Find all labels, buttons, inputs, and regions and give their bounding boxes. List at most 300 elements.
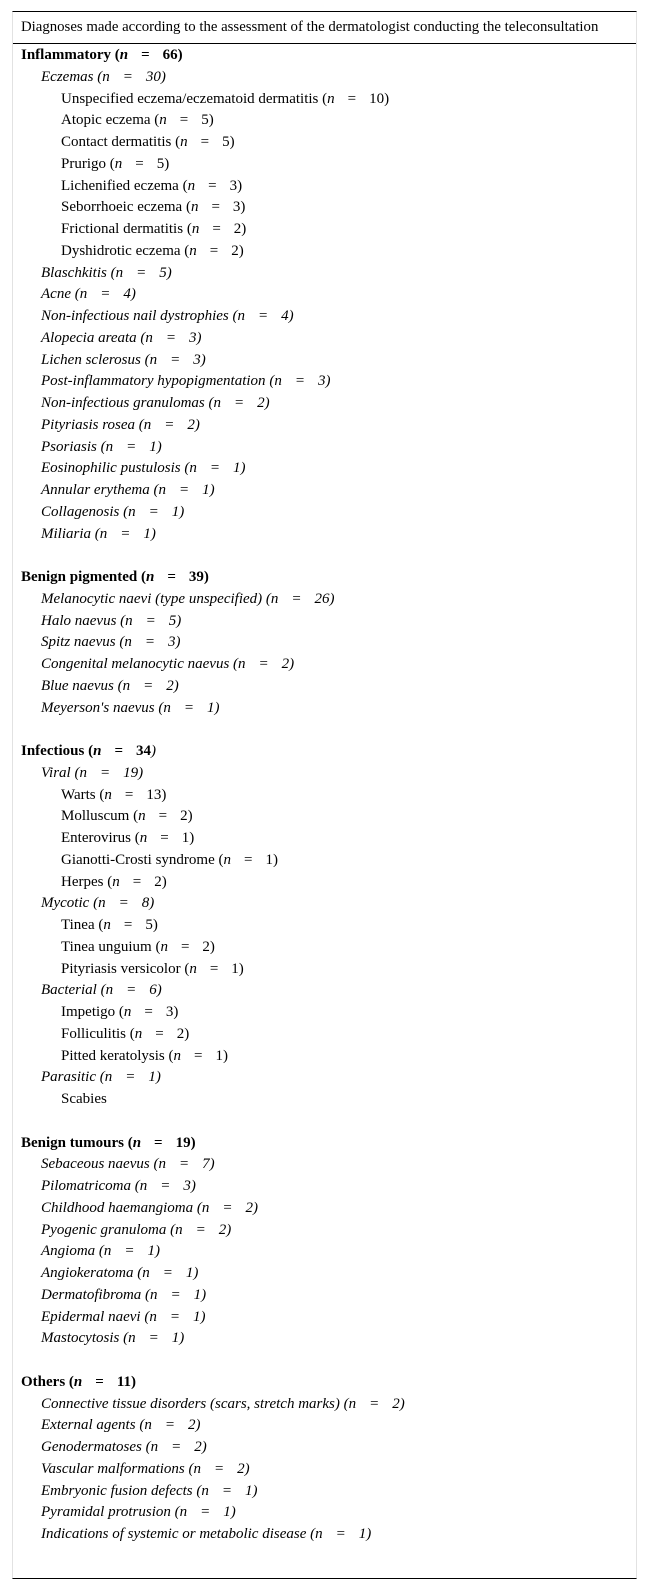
row-label: Herpes xyxy=(61,873,104,890)
n-symbol: n xyxy=(274,373,282,390)
n-symbol: n xyxy=(119,47,129,63)
category-row: Benign tumours (n = 19) xyxy=(13,1133,636,1155)
row-count: 2 xyxy=(233,221,242,237)
diagnosis-row: Dyshidrotic eczema (n = 2) xyxy=(13,241,636,263)
row-count: 66 xyxy=(162,47,178,63)
row-count: 2 xyxy=(187,1417,196,1434)
row-label: Annular erythema xyxy=(41,482,150,498)
row-label: Gianotti-Crosti syndrome xyxy=(61,851,215,868)
row-count: 13 xyxy=(146,786,162,803)
subcategory-row: Connective tissue disorders (scars, stretch marks) (n = 2) xyxy=(13,1394,636,1416)
row-label: Prurigo xyxy=(61,155,106,172)
n-symbol: n xyxy=(144,1417,152,1434)
n-symbol: n xyxy=(112,873,120,890)
n-symbol: n xyxy=(115,264,124,281)
close-paren: ) xyxy=(203,569,209,585)
row-count: 1 xyxy=(181,830,190,846)
equals-sign: = xyxy=(170,1286,181,1303)
equals-sign: = xyxy=(135,155,144,172)
n-symbol: n xyxy=(163,699,171,716)
row-count: 4 xyxy=(281,308,289,324)
subcategory-row: Pyogenic granuloma (n = 2) xyxy=(13,1220,636,1242)
close-paren: ) xyxy=(131,1373,137,1390)
equals-sign: = xyxy=(118,895,129,912)
row-count: 1 xyxy=(223,1504,231,1521)
row-label: Epidermal naevi xyxy=(41,1308,141,1325)
row-count: 3 xyxy=(167,634,176,651)
row-label: Acne xyxy=(41,286,71,303)
close-paren: ) xyxy=(384,90,390,107)
close-paren: ) xyxy=(288,308,294,324)
n-symbol: n xyxy=(315,1526,323,1542)
row-count: 2 xyxy=(245,1199,253,1216)
row-count: 5 xyxy=(222,134,230,150)
row-label: Psoriasis xyxy=(41,438,97,455)
diagnosis-row: Unspecified eczema/eczematoid dermatitis (n = 10) xyxy=(13,89,636,111)
equals-sign: = xyxy=(125,1069,136,1086)
row-count: 1 xyxy=(171,503,180,520)
row-count: 26 xyxy=(314,590,330,607)
equals-sign: = xyxy=(294,373,305,390)
close-paren: ) xyxy=(209,938,215,955)
equals-sign: = xyxy=(200,1504,211,1521)
row-count: 2 xyxy=(166,677,174,694)
row-label: Bacterial xyxy=(41,982,97,999)
row-label: Indications of systemic or metabolic disease xyxy=(41,1526,307,1542)
close-paren: ) xyxy=(155,1069,161,1086)
close-paren: ) xyxy=(156,982,162,999)
n-symbol: n xyxy=(270,590,279,607)
n-symbol: n xyxy=(158,482,166,498)
close-paren: ) xyxy=(201,1286,207,1303)
n-symbol: n xyxy=(189,242,197,259)
row-count: 1 xyxy=(193,1286,202,1303)
n-symbol: n xyxy=(201,1199,210,1216)
row-count: 1 xyxy=(232,460,241,477)
equals-sign: = xyxy=(209,960,219,977)
close-paren: ) xyxy=(187,808,193,825)
close-paren: ) xyxy=(230,1504,236,1521)
diagnosis-row: Contact dermatitis (n = 5) xyxy=(13,132,636,154)
subcategory-row: Melanocytic naevi (type unspecified) (n = 26) xyxy=(13,589,636,611)
n-symbol: n xyxy=(348,1395,357,1412)
row-label: Mycotic xyxy=(41,895,90,912)
equals-sign: = xyxy=(171,1439,182,1455)
diagnosis-row: Seborrhoeic eczema (n = 3) xyxy=(13,197,636,219)
equals-sign: = xyxy=(180,938,190,955)
close-paren: ) xyxy=(160,68,166,85)
subcategory-row: Mastocytosis (n = 1) xyxy=(13,1328,636,1350)
diagnosis-row: Pitted keratolysis (n = 1) xyxy=(13,1046,636,1068)
equals-sign: = xyxy=(169,1308,180,1325)
equals-sign: = xyxy=(154,1134,163,1151)
n-symbol: n xyxy=(213,395,221,411)
n-symbol: n xyxy=(125,612,133,629)
diagnosis-row: Molluscum (n = 2) xyxy=(13,806,636,828)
close-paren: ) xyxy=(209,1156,215,1173)
n-symbol: n xyxy=(105,982,114,999)
equals-sign: = xyxy=(335,1526,346,1542)
close-paren: ) xyxy=(241,221,247,237)
subcategory-row: Annular erythema (n = 1) xyxy=(13,480,636,502)
n-symbol: n xyxy=(160,938,168,955)
row-count: 3 xyxy=(189,329,197,346)
row-count: 1 xyxy=(171,1330,180,1347)
row-label: Embryonic fusion defects xyxy=(41,1482,193,1499)
row-label: Inflammatory xyxy=(21,47,111,63)
equals-sign: = xyxy=(221,1482,233,1499)
row-label: Parasitic xyxy=(41,1069,96,1086)
close-paren: ) xyxy=(252,1482,258,1499)
row-label: Pyogenic granuloma xyxy=(41,1221,167,1238)
close-paren: ) xyxy=(399,1395,405,1412)
subcategory-row: Halo naevus (n = 5) xyxy=(13,611,636,633)
row-label: Lichen sclerosus xyxy=(41,351,141,368)
n-symbol: n xyxy=(79,286,88,303)
n-symbol: n xyxy=(149,1308,157,1325)
diagnosis-row xyxy=(13,1089,636,1111)
n-symbol: n xyxy=(128,1330,136,1347)
close-paren: ) xyxy=(229,134,235,150)
close-paren: ) xyxy=(264,395,270,411)
row-count: 6 xyxy=(149,982,157,999)
equals-sign: = xyxy=(212,221,221,237)
row-count: 2 xyxy=(187,416,195,433)
subcategory-row: Spitz naevus (n = 3) xyxy=(13,632,636,654)
close-paren: ) xyxy=(208,112,214,129)
row-label: Tinea xyxy=(61,917,95,933)
close-paren: ) xyxy=(240,460,246,477)
n-symbol: n xyxy=(103,917,111,933)
equals-sign: = xyxy=(209,460,220,477)
equals-sign: = xyxy=(183,699,194,716)
n-symbol: n xyxy=(124,634,132,651)
n-symbol: n xyxy=(179,1504,188,1521)
row-count: 2 xyxy=(180,808,188,825)
n-symbol: n xyxy=(150,1286,158,1303)
equals-sign: = xyxy=(165,329,177,346)
equals-sign: = xyxy=(179,112,189,129)
row-label: Pyramidal protrusion xyxy=(41,1504,171,1521)
row-label: Folliculitis xyxy=(61,1025,127,1042)
n-symbol: n xyxy=(143,416,152,433)
n-symbol: n xyxy=(237,308,246,324)
row-label: Post-inflammatory hypopigmentation xyxy=(41,373,266,390)
row-label: Warts xyxy=(61,786,96,803)
row-label: Sebaceous naevus xyxy=(41,1156,150,1173)
subcategory-row: Post-inflammatory hypopigmentation (n = 3) xyxy=(13,371,636,393)
row-label: Congenital melanocytic naevus xyxy=(41,656,230,672)
row-count: 1 xyxy=(147,1243,156,1260)
row-label: Scabies xyxy=(61,1091,107,1107)
equals-sign: = xyxy=(258,308,269,324)
row-count: 2 xyxy=(257,395,265,411)
subcategory-row: Meyerson's naevus (n = 1) xyxy=(13,698,636,720)
equals-sign: = xyxy=(164,1417,175,1434)
close-paren: ) xyxy=(272,851,278,868)
row-label: Miliaria xyxy=(41,525,92,542)
subcategory-row: Angioma (n = 1) xyxy=(13,1241,636,1263)
close-paren: ) xyxy=(325,373,331,390)
n-symbol: n xyxy=(223,851,231,868)
equals-sign: = xyxy=(120,525,131,542)
subcategory-row: Psoriasis (n = 1) xyxy=(13,437,636,459)
close-paren: ) xyxy=(190,1134,196,1151)
n-symbol: n xyxy=(73,1373,83,1390)
row-count: 7 xyxy=(202,1156,210,1173)
n-symbol: n xyxy=(139,830,148,846)
row-label: Eczemas xyxy=(41,68,94,85)
equals-sign: = xyxy=(214,1460,225,1477)
diagnosis-row: Tinea unguium (n = 2) xyxy=(13,937,636,959)
row-count: 1 xyxy=(148,1069,156,1086)
equals-sign: = xyxy=(347,90,357,107)
subcategory-row: Eczemas (n = 30) xyxy=(13,67,636,89)
close-paren: ) xyxy=(226,1221,232,1238)
close-paren: ) xyxy=(130,286,136,303)
equals-sign: = xyxy=(126,438,137,455)
row-label: Lichenified eczema xyxy=(61,177,179,194)
equals-sign: = xyxy=(145,612,156,629)
row-count: 3 xyxy=(229,177,238,194)
subcategory-row: Viral (n = 19) xyxy=(13,763,636,785)
n-symbol: n xyxy=(189,960,197,977)
n-symbol: n xyxy=(122,677,131,694)
row-label: Melanocytic naevi (type unspecified) xyxy=(41,590,263,607)
row-label: Atopic eczema xyxy=(61,112,151,129)
equals-sign: = xyxy=(143,677,154,694)
equals-sign: = xyxy=(114,743,123,759)
subcategory-row: Eosinophilic pustulosis (n = 1) xyxy=(13,458,636,480)
row-label: Dyshidrotic eczema xyxy=(61,242,181,259)
row-label: Blaschkitis xyxy=(41,264,107,281)
diagnosis-row: Lichenified eczema (n = 3) xyxy=(13,176,636,198)
blank-row xyxy=(13,1111,636,1133)
n-symbol: n xyxy=(103,1243,112,1260)
n-symbol: n xyxy=(139,1178,148,1194)
subcategory-row: Parasitic (n = 1) xyxy=(13,1067,636,1089)
equals-sign: = xyxy=(124,1243,135,1260)
close-paren: ) xyxy=(189,830,195,846)
row-count: 2 xyxy=(281,656,290,672)
equals-sign: = xyxy=(160,830,169,846)
n-symbol: n xyxy=(175,1221,183,1238)
close-paren: ) xyxy=(173,677,179,694)
n-symbol: n xyxy=(134,1025,143,1042)
row-count: 2 xyxy=(176,1025,185,1042)
diagnoses-table xyxy=(12,11,637,1579)
equals-sign: = xyxy=(99,764,111,781)
row-count: 30 xyxy=(145,68,161,85)
row-label: Angiokeratoma xyxy=(41,1265,134,1281)
close-paren: ) xyxy=(179,503,185,520)
row-count: 19 xyxy=(175,1134,191,1151)
row-label: Non-infectious nail dystrophies xyxy=(41,308,229,324)
row-label: Seborrhoeic eczema xyxy=(61,199,183,216)
diagnosis-row: Impetigo (n = 3) xyxy=(13,1002,636,1024)
row-label: Halo naevus xyxy=(41,612,117,629)
equals-sign: = xyxy=(141,47,150,63)
subcategory-row: Vascular malformations (n = 2) xyxy=(13,1459,636,1481)
n-symbol: n xyxy=(142,1265,150,1281)
diagnosis-row: Tinea (n = 5) xyxy=(13,915,636,937)
equals-sign: = xyxy=(195,1221,206,1238)
equals-sign: = xyxy=(164,416,175,433)
row-label: Eosinophilic pustulosis xyxy=(41,460,181,477)
category-row: Inflammatory (n = 66) xyxy=(13,45,636,67)
close-paren: ) xyxy=(214,699,220,716)
row-label: Connective tissue disorders (scars, stretch marks) xyxy=(41,1395,340,1412)
diagnosis-row: Frictional dermatitis (n = 2) xyxy=(13,219,636,241)
subcategory-row: Genodermatoses (n = 2) xyxy=(13,1437,636,1459)
n-symbol: n xyxy=(190,199,199,216)
equals-sign: = xyxy=(158,808,168,825)
close-paren: ) xyxy=(155,1243,161,1260)
subcategory-row: Miliaria (n = 1) xyxy=(13,524,636,546)
diagnosis-row: Atopic eczema (n = 5) xyxy=(13,110,636,132)
diagnosis-row: Herpes (n = 2) xyxy=(13,872,636,894)
category-row: Benign pigmented (n = 39) xyxy=(13,567,636,589)
n-symbol: n xyxy=(105,438,114,455)
row-count: 3 xyxy=(317,373,326,390)
equals-sign: = xyxy=(209,242,219,259)
n-symbol: n xyxy=(99,525,108,542)
n-symbol: n xyxy=(173,1047,181,1064)
row-count: 1 xyxy=(265,851,273,868)
row-count: 2 xyxy=(218,1221,227,1238)
n-symbol: n xyxy=(98,895,106,912)
close-paren: ) xyxy=(222,1047,228,1064)
row-label: Tinea unguium xyxy=(61,938,152,955)
close-paren: ) xyxy=(238,960,244,977)
equals-sign: = xyxy=(194,1047,203,1064)
close-paren: ) xyxy=(161,786,167,803)
row-count: 2 xyxy=(202,938,210,955)
n-symbol: n xyxy=(104,1069,113,1086)
row-label: Blue naevus xyxy=(41,677,114,694)
row-count: 1 xyxy=(215,1047,223,1064)
n-symbol: n xyxy=(146,569,155,585)
close-paren: ) xyxy=(200,351,206,368)
close-paren: ) xyxy=(177,47,183,63)
subcategory-row: Bacterial (n = 6) xyxy=(13,980,636,1002)
equals-sign: = xyxy=(170,351,181,368)
row-count: 2 xyxy=(154,873,162,890)
row-count: 2 xyxy=(237,1460,245,1477)
equals-sign: = xyxy=(100,286,111,303)
equals-sign: = xyxy=(258,656,269,672)
row-count: 5 xyxy=(156,155,165,172)
n-symbol: n xyxy=(193,1460,202,1477)
diagnosis-row: Gianotti-Crosti syndrome (n = 1) xyxy=(13,850,636,872)
row-label: Infectious xyxy=(21,743,85,759)
n-symbol: n xyxy=(104,786,112,803)
equals-sign: = xyxy=(178,1156,190,1173)
blank-row xyxy=(13,719,636,741)
n-symbol: n xyxy=(102,68,110,85)
row-label: Frictional dermatitis xyxy=(61,221,184,237)
n-symbol: n xyxy=(187,177,196,194)
subcategory-row: Pilomatricoma (n = 3) xyxy=(13,1176,636,1198)
table-body xyxy=(13,44,636,1546)
equals-sign: = xyxy=(136,264,147,281)
row-label: Pilomatricoma xyxy=(41,1178,131,1194)
row-label: Others xyxy=(21,1373,66,1390)
row-label: Non-infectious granulomas xyxy=(41,395,205,411)
table-caption: Diagnoses made according to the assessment of the dermatologist conducting the teleconsultation xyxy=(13,12,636,44)
row-label: Childhood haemangioma xyxy=(41,1199,194,1216)
diagnosis-row: Prurigo (n = 5) xyxy=(13,154,636,176)
close-paren: ) xyxy=(238,242,244,259)
equals-sign: = xyxy=(95,1373,104,1390)
equals-sign: = xyxy=(162,1265,173,1281)
close-paren: ) xyxy=(366,1526,372,1542)
close-paren: ) xyxy=(237,177,243,194)
n-symbol: n xyxy=(189,460,197,477)
row-label: Collagenosis xyxy=(41,503,120,520)
n-symbol: n xyxy=(201,1482,209,1499)
close-paren: ) xyxy=(201,1439,207,1455)
equals-sign: = xyxy=(244,851,253,868)
close-paren: ) xyxy=(173,1004,179,1020)
row-count: 1 xyxy=(358,1526,367,1542)
n-symbol: n xyxy=(145,329,153,346)
row-label: Vascular malformations xyxy=(41,1460,185,1477)
row-count: 1 xyxy=(245,1482,253,1499)
row-count: 5 xyxy=(159,264,167,281)
equals-sign: = xyxy=(222,1199,233,1216)
close-paren: ) xyxy=(289,656,295,672)
equals-sign: = xyxy=(144,1004,153,1020)
row-label: External agents xyxy=(41,1417,136,1434)
category-row: Infectious (n = 34) xyxy=(13,741,636,763)
n-symbol: n xyxy=(128,503,136,520)
close-paren: ) xyxy=(190,1178,196,1194)
equals-sign: = xyxy=(178,482,190,498)
close-paren: ) xyxy=(164,155,170,172)
diagnosis-row: Enterovirus (n = 1) xyxy=(13,828,636,850)
n-symbol: n xyxy=(150,1439,159,1455)
close-paren: ) xyxy=(195,1417,201,1434)
row-count: 3 xyxy=(232,199,241,216)
subcategory-row: Indications of systemic or metabolic disease (n = 1) xyxy=(13,1524,636,1546)
equals-sign: = xyxy=(124,786,134,803)
subcategory-row: Mycotic (n = 8) xyxy=(13,893,636,915)
equals-sign: = xyxy=(144,634,155,651)
equals-sign: = xyxy=(208,177,217,194)
close-paren: ) xyxy=(252,1199,258,1216)
row-count: 3 xyxy=(165,1004,174,1020)
equals-sign: = xyxy=(167,569,176,585)
equals-sign: = xyxy=(122,68,133,85)
row-count: 2 xyxy=(194,1439,202,1455)
row-count: 2 xyxy=(231,242,239,259)
n-symbol: n xyxy=(158,1156,166,1173)
close-paren: ) xyxy=(179,1330,185,1347)
n-symbol: n xyxy=(149,351,158,368)
equals-sign: = xyxy=(123,917,133,933)
row-count: 39 xyxy=(188,569,204,585)
close-paren: ) xyxy=(176,612,182,629)
close-paren: ) xyxy=(240,199,246,216)
row-label: Viral xyxy=(41,764,71,781)
close-paren: ) xyxy=(156,438,162,455)
row-label: Pitted keratolysis xyxy=(61,1047,165,1064)
equals-sign: = xyxy=(211,199,220,216)
row-label: Pityriasis rosea xyxy=(41,416,136,433)
close-paren: ) xyxy=(175,634,181,651)
close-paren: ) xyxy=(244,1460,250,1477)
